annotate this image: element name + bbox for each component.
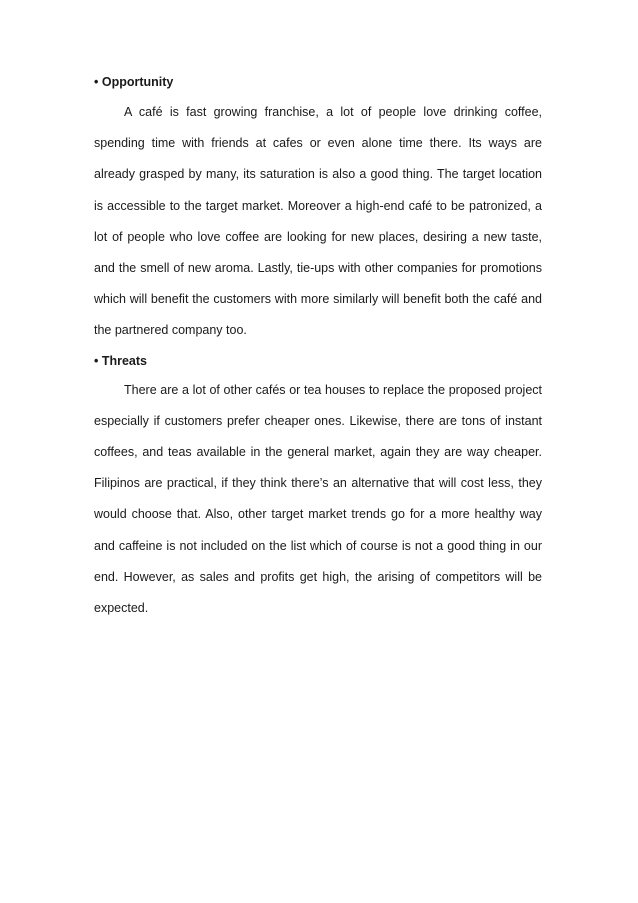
opportunity-heading: • Opportunity [94, 75, 174, 89]
opportunity-section [94, 74, 542, 347]
threats-section [94, 353, 542, 625]
threats-heading: • Threats [94, 353, 148, 368]
threats-paragraph: There are a lot of other cafés or tea houses to replace the proposed project especially if customers prefer cheaper ones. Likewise, there are tons of instant coffees, and teas available in the general market, again they are way cheaper. Filipinos are practical, if they think there’s an alternative that will cost less, they would choose that. Also, other target market trends go for a more healthy way and caffeine is not included on the list which of course is not a good thing in our end. However, as sales and profits get high, the arising of competitors will be expected. [94, 382, 542, 616]
opportunity-paragraph: A café is fast growing franchise, a lot of people love drinking coffee, spending time with friends at cafes or even alone time there. Its ways are already grasped by many, its saturation is also a good thing. The target location is accessible to the target market. Moreover a high-end café to be patronized, a lot of people who love coffee are looking for new places, desiring a new taste, and the smell of new aroma. Lastly, tie-ups with other companies for promotions which will benefit the customers with more similarly will benefit both the café and the partnered company too. [94, 105, 542, 338]
document-page [94, 74, 542, 624]
